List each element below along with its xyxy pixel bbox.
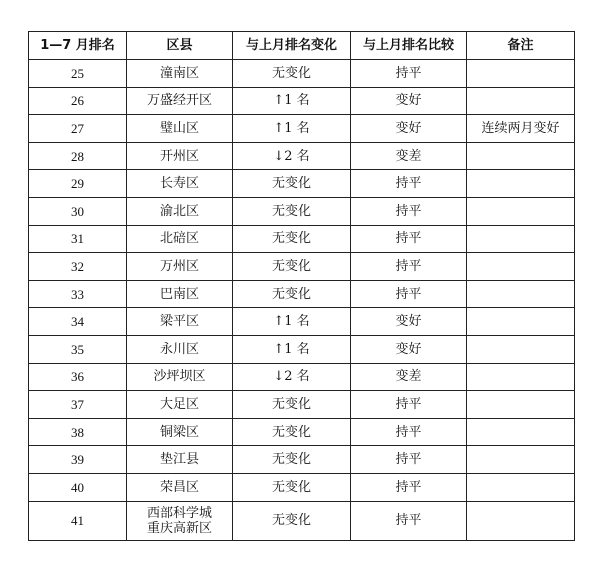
table-row [29,253,575,281]
cell-rank: 34 [29,308,127,336]
table-row [29,60,575,88]
header-district: 区县 [127,32,233,60]
cell-change: ↑1 名 [233,87,351,115]
cell-note [467,170,575,198]
cell-note [467,391,575,419]
cell-note [467,473,575,501]
cell-compare: 持平 [351,253,467,281]
cell-district: 北碚区 [127,225,233,253]
table-row [29,115,575,143]
cell-change: 无变化 [233,253,351,281]
cell-compare: 变差 [351,142,467,170]
cell-note [467,87,575,115]
header-rank-change: 与上月排名变化 [233,32,351,60]
cell-change: ↑1 名 [233,115,351,143]
cell-change: 无变化 [233,197,351,225]
district-line-1: 西部科学城 [146,505,212,521]
cell-rank: 28 [29,142,127,170]
table-row [29,225,575,253]
ranking-table-container [28,31,575,541]
cell-rank: 32 [29,253,127,281]
cell-note [467,308,575,336]
cell-note: 连续两月变好 [467,115,575,143]
cell-district: 巴南区 [127,280,233,308]
cell-note [467,335,575,363]
cell-note [467,280,575,308]
cell-district: 梁平区 [127,308,233,336]
cell-district [127,501,233,540]
cell-rank: 35 [29,335,127,363]
cell-change: 无变化 [233,280,351,308]
cell-rank: 36 [29,363,127,391]
cell-district: 潼南区 [127,60,233,88]
cell-rank: 41 [29,501,127,540]
cell-change: ↑1 名 [233,335,351,363]
cell-note [467,225,575,253]
cell-change: 无变化 [233,446,351,474]
header-rank-compare: 与上月排名比较 [351,32,467,60]
table-body [29,60,575,541]
cell-note [467,418,575,446]
cell-note [467,60,575,88]
cell-note [467,197,575,225]
cell-change: 无变化 [233,60,351,88]
cell-note [467,253,575,281]
table-row [29,197,575,225]
table-row [29,473,575,501]
cell-rank: 25 [29,60,127,88]
table-header-row [29,32,575,60]
cell-rank: 40 [29,473,127,501]
cell-compare: 持平 [351,473,467,501]
table-row [29,308,575,336]
cell-change: 无变化 [233,391,351,419]
table-row [29,446,575,474]
cell-change: 无变化 [233,170,351,198]
cell-note [467,446,575,474]
cell-compare: 持平 [351,60,467,88]
cell-compare: 持平 [351,418,467,446]
cell-compare: 持平 [351,170,467,198]
cell-compare: 持平 [351,280,467,308]
cell-compare: 变差 [351,363,467,391]
cell-district: 沙坪坝区 [127,363,233,391]
cell-compare: 持平 [351,501,467,540]
cell-compare: 变好 [351,335,467,363]
table-row [29,335,575,363]
cell-district: 开州区 [127,142,233,170]
district-line-2: 重庆高新区 [146,520,212,536]
cell-change: 无变化 [233,225,351,253]
cell-rank: 37 [29,391,127,419]
cell-district: 永川区 [127,335,233,363]
cell-district: 万州区 [127,253,233,281]
table-row [29,363,575,391]
table-row [29,87,575,115]
table-row [29,391,575,419]
cell-change: 无变化 [233,473,351,501]
cell-district: 长寿区 [127,170,233,198]
cell-rank: 29 [29,170,127,198]
cell-change: ↑1 名 [233,308,351,336]
cell-note [467,142,575,170]
cell-change: ↓2 名 [233,363,351,391]
cell-rank: 30 [29,197,127,225]
cell-rank: 31 [29,225,127,253]
cell-compare: 持平 [351,197,467,225]
cell-district: 渝北区 [127,197,233,225]
cell-note [467,363,575,391]
cell-compare: 持平 [351,446,467,474]
cell-compare: 持平 [351,225,467,253]
cell-change: ↓2 名 [233,142,351,170]
cell-compare: 持平 [351,391,467,419]
cell-district: 大足区 [127,391,233,419]
cell-change: 无变化 [233,418,351,446]
cell-district: 荣昌区 [127,473,233,501]
cell-rank: 33 [29,280,127,308]
header-rank: 1—7 月排名 [29,32,127,60]
cell-compare: 变好 [351,308,467,336]
cell-district: 垫江县 [127,446,233,474]
ranking-table [28,31,575,541]
cell-note [467,501,575,540]
cell-rank: 27 [29,115,127,143]
cell-compare: 变好 [351,115,467,143]
table-row [29,501,575,540]
cell-rank: 39 [29,446,127,474]
cell-rank: 38 [29,418,127,446]
table-row [29,280,575,308]
table-row [29,170,575,198]
table-row [29,418,575,446]
cell-district: 铜梁区 [127,418,233,446]
cell-district: 万盛经开区 [127,87,233,115]
cell-change: 无变化 [233,501,351,540]
cell-district: 璧山区 [127,115,233,143]
cell-compare: 变好 [351,87,467,115]
table-row [29,142,575,170]
cell-rank: 26 [29,87,127,115]
header-note: 备注 [467,32,575,60]
